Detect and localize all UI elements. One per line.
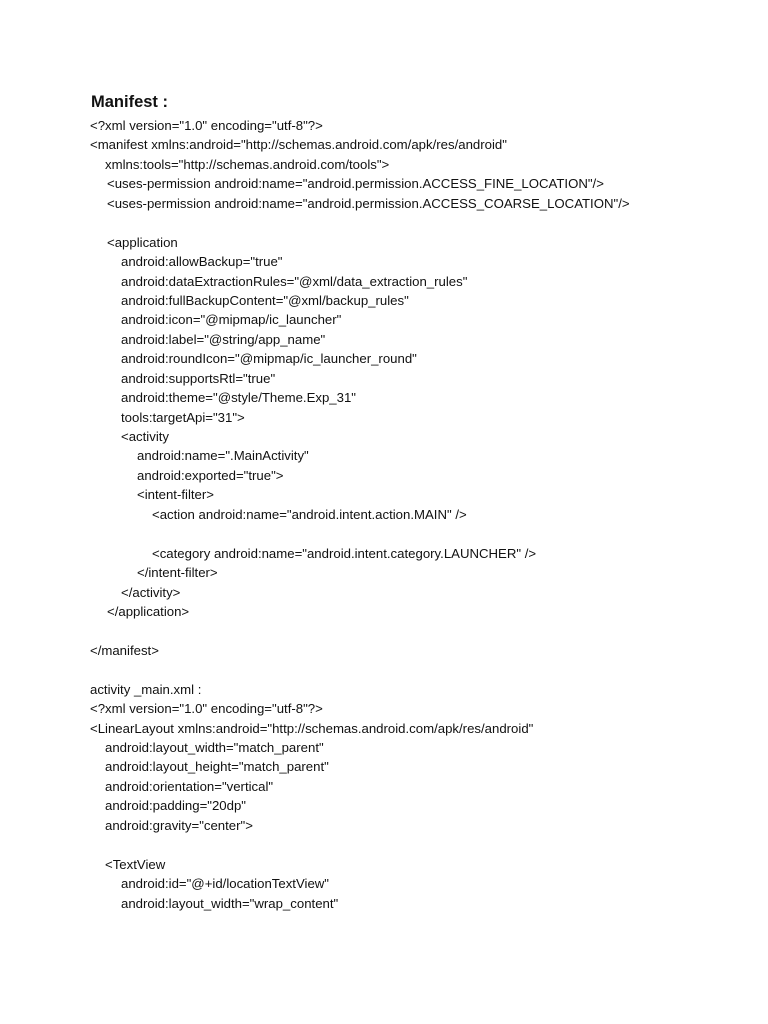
code-line: android:layout_width="wrap_content" [121, 895, 339, 911]
code-line: android:label="@string/app_name" [121, 331, 326, 347]
code-line: <TextView [105, 856, 166, 872]
code-line: <activity [121, 429, 170, 444]
code-line: xmlns:tools="http://schemas.android.com/tools"> [105, 156, 390, 172]
code-line: <application [107, 234, 178, 250]
blank-line [90, 835, 630, 854]
code-line: <intent-filter> [137, 487, 214, 503]
code-line: android:padding="20dp" [105, 798, 246, 814]
code-line: </manifest> [90, 642, 159, 658]
code-line: <?xml version="1.0" encoding="utf-8"?> [90, 701, 323, 717]
code-line: </activity> [121, 584, 181, 600]
code-line: <?xml version="1.0" encoding="utf-8"?> [90, 118, 323, 133]
code-line: android:dataExtractionRules="@xml/data_extraction_rules" [121, 273, 468, 289]
code-line: android:gravity="center"> [105, 817, 253, 833]
code-line: </intent-filter> [137, 565, 218, 581]
code-lines [90, 116, 630, 913]
code-line: android:fullBackupContent="@xml/backup_rules" [121, 292, 409, 308]
code-line: android:layout_height="match_parent" [105, 759, 329, 775]
blank-line [90, 213, 630, 232]
blank-line [90, 524, 630, 543]
code-line: tools:targetApi="31"> [121, 409, 245, 425]
code-line: <action android:name="android.intent.action.MAIN" /> [152, 506, 467, 522]
blank-line [90, 660, 630, 679]
code-line: <LinearLayout xmlns:android="http://schemas.android.com/apk/res/android" [90, 720, 534, 736]
activity-main-heading: activity _main.xml : [90, 681, 202, 697]
code-line: android:orientation="vertical" [105, 778, 274, 794]
code-line: android:layout_width="match_parent" [105, 740, 324, 755]
code-line: android:allowBackup="true" [121, 254, 283, 270]
code-line: android:exported="true"> [137, 467, 284, 483]
code-line: <manifest xmlns:android="http://schemas.android.com/apk/res/android" [90, 137, 507, 153]
blank-line [90, 621, 630, 640]
manifest-heading: Manifest : [91, 93, 169, 111]
code-line: android:icon="@mipmap/ic_launcher" [121, 312, 342, 328]
code-line: android:theme="@style/Theme.Exp_31" [121, 390, 356, 406]
code-line: android:name=".MainActivity" [137, 448, 309, 464]
code-line: </application> [107, 603, 190, 619]
code-line: <uses-permission android:name="android.permission.ACCESS_COARSE_LOCATION"/> [107, 195, 630, 211]
code-line: <category android:name="android.intent.category.LAUNCHER" /> [152, 545, 537, 561]
code-line: android:supportsRtl="true" [121, 370, 276, 386]
code-line: android:id="@+id/locationTextView" [121, 876, 329, 892]
code-line: <uses-permission android:name="android.permission.ACCESS_FINE_LOCATION"/> [107, 176, 604, 192]
code-line: android:roundIcon="@mipmap/ic_launcher_round" [121, 351, 417, 367]
